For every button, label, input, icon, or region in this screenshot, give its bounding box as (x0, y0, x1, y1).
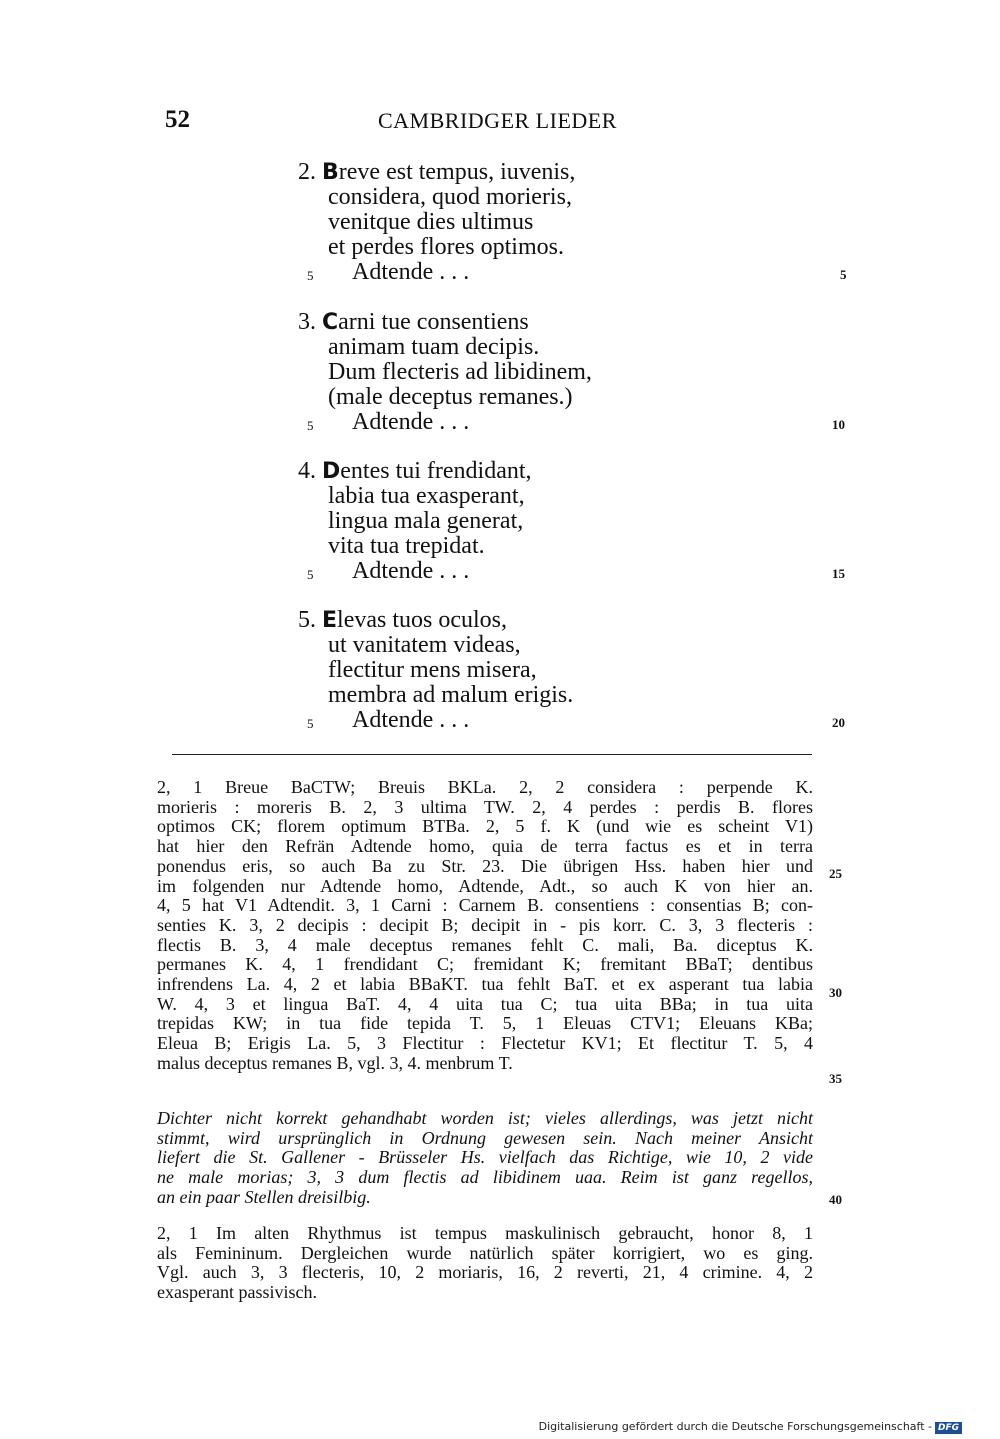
refrain-line: Adtende . . . (352, 409, 470, 435)
text-line: optimos CK; florem optimum BTBa. 2, 5 f. K (und wie es scheint V1) (157, 816, 813, 837)
verse-line: membra ad malum erigis. (328, 682, 574, 708)
refrain-line: Adtende . . . (352, 259, 470, 285)
stanza-number: 5. (298, 607, 316, 633)
margin-line-number: 40 (829, 1192, 842, 1207)
stanza-line-number: 5 (307, 567, 314, 582)
refrain-line: Adtende . . . (352, 707, 470, 733)
text-line: morieris : moreris B. 2, 3 ultima TW. 2, 4 perdes : perdis B. flores (157, 796, 813, 817)
stanza-line-number: 5 (307, 268, 314, 283)
text-line: ne male morias; 3, 3 dum flectis ad libidinem uaa. Reim ist ganz regellos, (157, 1167, 813, 1188)
text-line: flectis B. 3, 4 male deceptus remanes fehlt C. mali, Ba. diceptus K. (157, 934, 813, 955)
text-line: Eleua B; Erigis La. 5, 3 Flectitur : Flectetur KV1; Et flectitur T. 5, 4 (157, 1033, 813, 1054)
text-line: im folgenden nur Adtende homo, Adtende, Adt., so auch K von hier an. (157, 875, 813, 896)
verse-text: Breve est tempus, iuvenis, (322, 159, 576, 185)
notes-paragraph (157, 1224, 813, 1303)
critical-apparatus (157, 778, 813, 1074)
verse-line: animam tuam decipis. (328, 334, 540, 360)
refrain-line: Adtende . . . (352, 558, 470, 584)
running-title: CAMBRIDGER LIEDER (378, 108, 617, 133)
digitization-footer (539, 1420, 962, 1434)
verse-line: (male deceptus remanes.) (328, 384, 573, 410)
stanza-line-number: 5 (307, 716, 314, 731)
text-line: als Femininum. Dergleichen wurde natürlich später korrigiert, wo es ging. (157, 1242, 813, 1263)
text-line: exasperant passivisch. (157, 1282, 317, 1303)
verse-line (298, 160, 575, 185)
verse-text: Carni tue consentiens (322, 309, 529, 335)
footnote-rule (172, 754, 812, 755)
text-line: permanes K. 4, 1 frendidant C; fremidant K; fremitant BBaT; dentibus (157, 954, 813, 975)
text-line: hat hier den Refrän Adtende homo, quia de terra factus es et in terra (157, 836, 813, 857)
verse-line: lingua mala generat, (328, 508, 524, 534)
text-line: infrendens La. 4, 2 et labia BBaKT. tua fehlt BaT. et ex asperant tua labia (157, 974, 813, 995)
text-line: an ein paar Stellen dreisilbig. (157, 1186, 371, 1207)
margin-line-number: 5 (840, 267, 847, 282)
text-line: liefert die St. Gallener - Brüsseler Hs. vielfach das Richtige, wie 10, 2 vide (157, 1147, 813, 1168)
margin-line-number: 20 (832, 715, 845, 730)
verse-line: labia tua exasperant, (328, 483, 525, 509)
verse-line: venitque dies ultimus (328, 209, 534, 235)
verse-line: vita tua trepidat. (328, 533, 485, 559)
verse-line: flectitur mens misera, (328, 657, 537, 683)
text-line: W. 4, 3 et lingua BaT. 4, 4 uita tua C; tua uita BBa; in tua uita (157, 993, 813, 1014)
text-line: 2, 1 Im alten Rhythmus ist tempus maskulinisch gebraucht, honor 8, 1 (157, 1223, 813, 1243)
text-line: Dichter nicht korrekt gehandhabt worden ist; vieles allerdings, was jetzt nicht (157, 1108, 813, 1128)
verse-line (298, 310, 529, 335)
verse-line: et perdes flores optimos. (328, 234, 564, 260)
text-line: stimmt, wird ursprünglich in Ordnung gewesen sein. Nach meiner Ansicht (157, 1127, 813, 1148)
text-line: ponendus eris, so auch Ba zu Str. 23. Die übrigen Hss. haben hier und (157, 855, 813, 876)
page-number: 52 (165, 106, 190, 133)
text-line: Vgl. auch 3, 3 flecteris, 10, 2 moriaris, 16, 2 reverti, 21, 4 crimine. 4, 2 (157, 1262, 813, 1283)
dfg-logo: DFG (935, 1422, 962, 1434)
margin-line-number: 30 (829, 985, 842, 1000)
text-line: malus deceptus remanes B, vgl. 3, 4. menbrum T. (157, 1052, 513, 1073)
margin-line-number: 25 (829, 866, 842, 881)
commentary-paragraph (157, 1109, 813, 1208)
margin-line-number: 10 (832, 417, 845, 432)
verse-line: considera, quod morieris, (328, 184, 572, 210)
text-line: 4, 5 hat V1 Adtendit. 3, 1 Carni : Carnem B. consentiens : consentias B; con- (157, 895, 813, 916)
text-line: 2, 1 Breue BaCTW; Breuis BKLa. 2, 2 considera : perpende K. (157, 777, 813, 797)
stanza-number: 4. (298, 458, 316, 484)
text-line: senties K. 3, 2 decipis : decipit B; decipit in - pis korr. C. 3, 3 flecteris : (157, 914, 813, 935)
stanza-number: 3. (298, 309, 316, 335)
verse-line: Dum flecteris ad libidinem, (328, 359, 592, 385)
stanza-number: 2. (298, 159, 316, 185)
verse-text: Dentes tui frendidant, (322, 458, 532, 484)
stanza-line-number: 5 (307, 418, 314, 433)
verse-line (298, 608, 507, 633)
verse-text: Elevas tuos oculos, (322, 607, 508, 633)
footer-text: Digitalisierung gefördert durch die Deutsche Forschungsgemeinschaft - (538, 1420, 932, 1433)
text-line: trepidas KW; in tua fide tepida T. 5, 1 Eleuas CTV1; Eleuans KBa; (157, 1013, 813, 1034)
verse-line: ut vanitatem videas, (328, 632, 521, 658)
margin-line-number: 15 (832, 566, 845, 581)
verse-line (298, 459, 532, 484)
margin-line-number: 35 (829, 1071, 842, 1086)
